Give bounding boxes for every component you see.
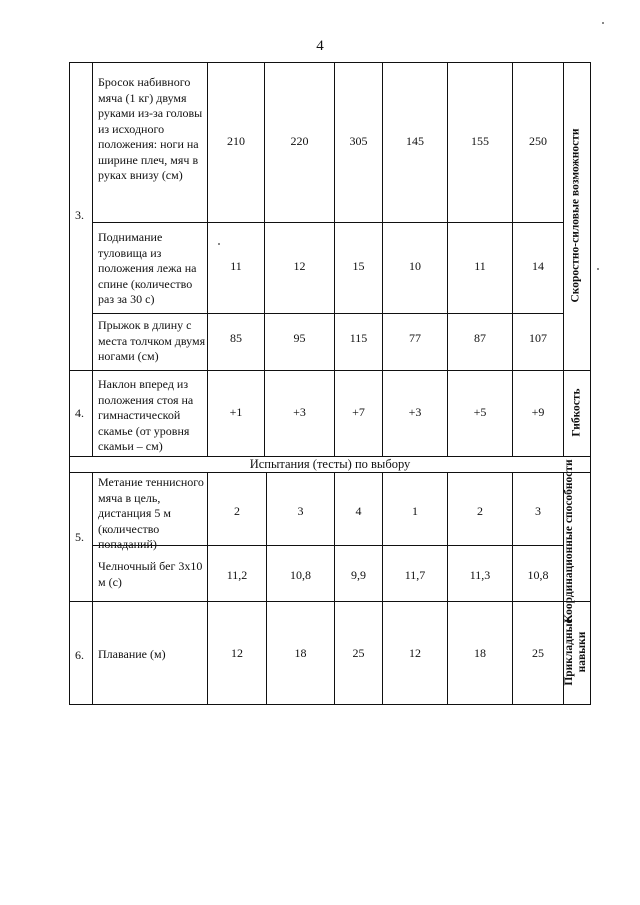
col-line	[92, 472, 93, 705]
test-name: Прыжок в длину с места толчком двумя ногами (см)	[98, 318, 206, 363]
value-cell: +5	[473, 405, 487, 419]
category-label: Прикладные навыки	[563, 618, 588, 686]
scan-speck	[218, 243, 220, 245]
value-cell: 12	[293, 259, 306, 273]
value-cell: 4	[355, 504, 362, 518]
value-cell: 2	[234, 504, 240, 518]
row-number: 5.	[75, 530, 84, 544]
value-cell: 11	[474, 259, 486, 273]
row-line	[69, 370, 591, 371]
value-cell: 115	[349, 331, 368, 345]
col-line	[563, 62, 564, 456]
value-cell: +7	[352, 405, 365, 419]
row-line	[92, 313, 564, 314]
table-border-left	[69, 62, 70, 705]
row-line	[69, 601, 591, 602]
value-cell: 220	[290, 134, 309, 148]
value-cell: 87	[474, 331, 486, 345]
col-line	[92, 62, 93, 456]
test-name: Челночный бег 3x10 м (с)	[98, 559, 203, 589]
value-cell: 12	[409, 646, 421, 660]
category-label: Гибкость	[570, 388, 583, 437]
test-name: Метание теннисного мяча в цель, дистанция 5 м (количество попаданий)	[98, 475, 204, 551]
value-cell: 95	[293, 331, 306, 345]
page-number: 4	[316, 38, 324, 54]
value-cell: +9	[531, 405, 545, 419]
value-cell: 3	[535, 504, 541, 518]
value-cell: 155	[471, 134, 489, 148]
test-name: Плавание (м)	[98, 647, 166, 661]
value-cell: 10,8	[290, 568, 311, 582]
section-header: Испытания (тесты) по выбору	[249, 457, 411, 471]
value-cell: 145	[406, 134, 424, 148]
value-cell: +1	[229, 405, 243, 419]
scan-speck	[602, 22, 604, 24]
value-cell: 25	[532, 646, 544, 660]
row-number: 3.	[75, 208, 84, 222]
value-cell: 10	[409, 259, 421, 273]
value-cell: 3	[297, 504, 304, 518]
value-cell: 107	[529, 331, 547, 345]
category-label: Скоростно-силовые возможности	[569, 128, 582, 303]
category-label: Координационные способности	[563, 459, 575, 623]
value-cell: 11,7	[404, 568, 426, 582]
row-number: 6.	[75, 648, 84, 662]
test-name: Бросок набивного мяча (1 кг) двумя руками из-за головы из исходного положения: ноги на ширине плеч, мяч в руках внизу (см)	[98, 75, 203, 182]
scan-speck	[597, 268, 599, 270]
value-cell: 210	[227, 134, 245, 148]
test-name: Поднимание туловища из положения лежа на спине (количество раз за 30 с)	[98, 230, 197, 306]
value-cell: 18	[474, 646, 486, 660]
value-cell: 11,2	[226, 568, 248, 582]
value-cell: 11,3	[469, 568, 491, 582]
value-cell: 15	[352, 259, 365, 273]
value-cell: 9,9	[351, 568, 366, 582]
value-cell: +3	[293, 405, 306, 419]
row-number: 4.	[75, 406, 84, 420]
value-cell: 10,8	[527, 568, 549, 582]
row-line	[92, 222, 564, 223]
value-cell: 11	[230, 259, 242, 273]
value-cell: 305	[349, 134, 368, 148]
test-name: Наклон вперед из положения стоя на гимнастической скамье (от уровня скамьи – см)	[98, 377, 194, 453]
value-cell: 14	[532, 259, 544, 273]
value-cell: 77	[409, 331, 421, 345]
standards-table	[69, 62, 591, 705]
value-cell: 12	[231, 646, 243, 660]
value-cell: 250	[529, 134, 547, 148]
value-cell: 25	[352, 646, 365, 660]
value-cell: 18	[294, 646, 307, 660]
value-cell: 85	[230, 331, 242, 345]
value-cell: 2	[477, 504, 483, 518]
value-cell: 1	[412, 504, 418, 518]
value-cell: +3	[408, 405, 422, 419]
